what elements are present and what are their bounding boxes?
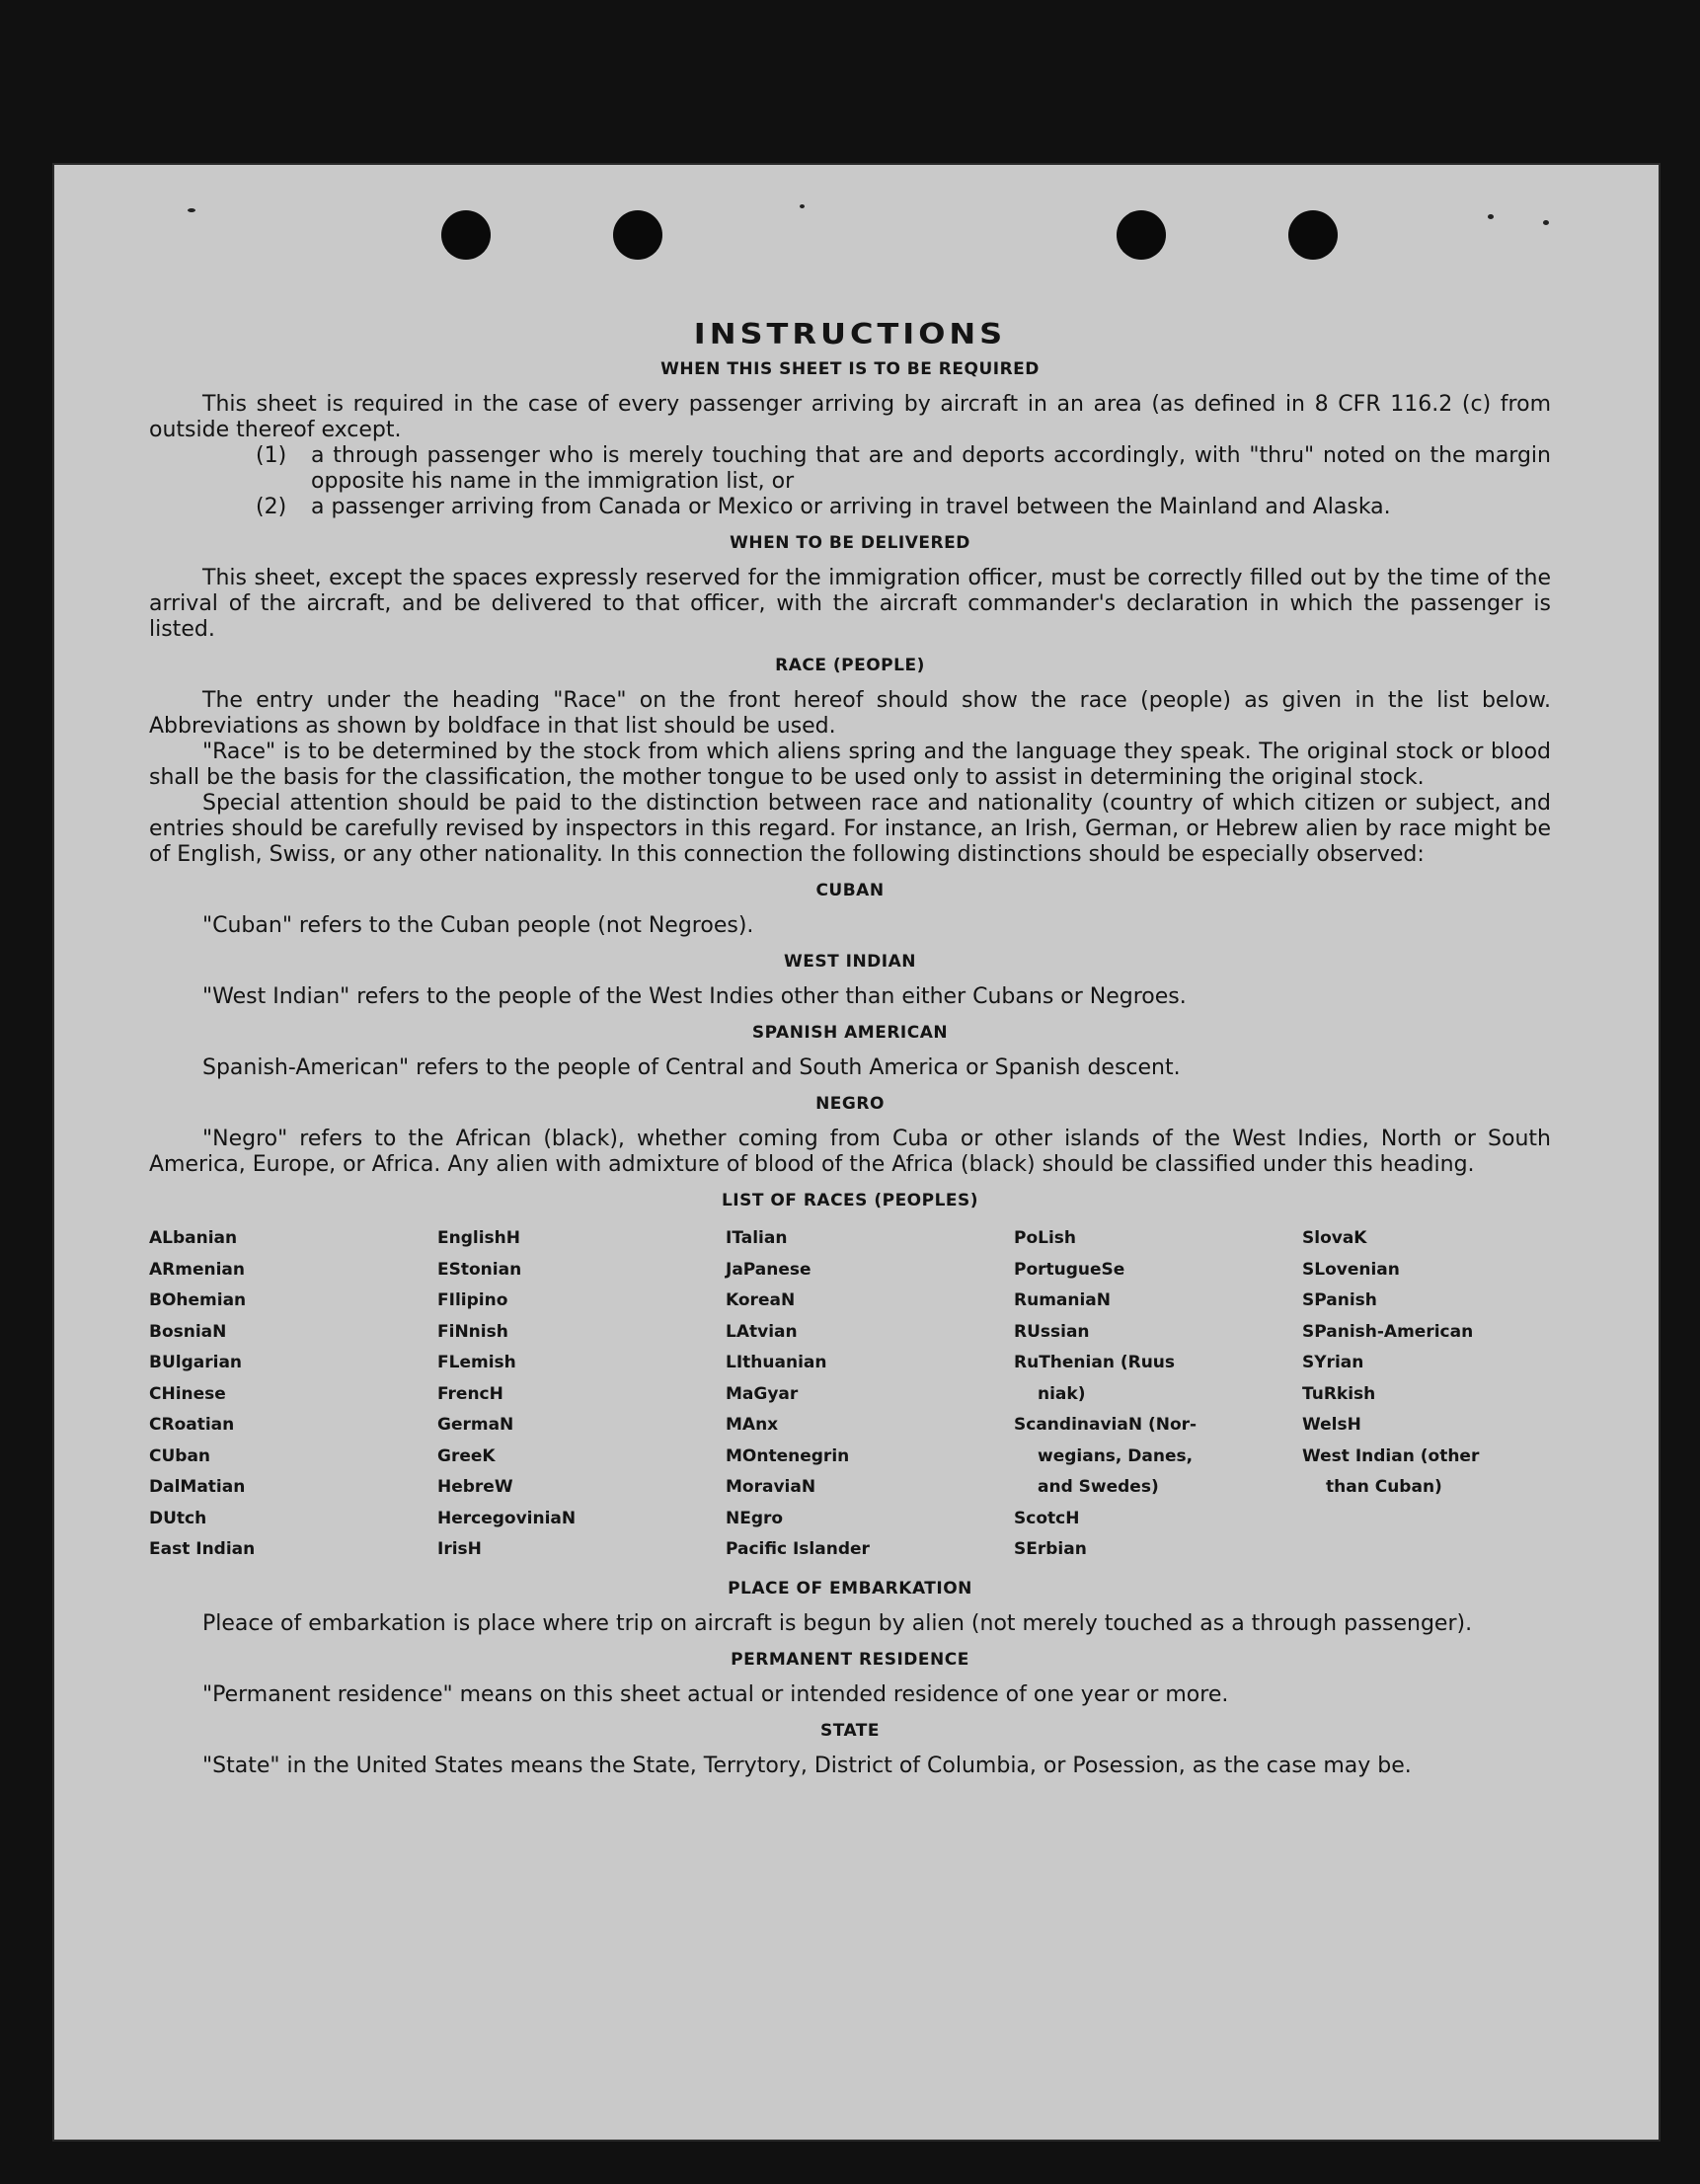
exception-number: (2) xyxy=(256,495,287,519)
race-entry: BosniaN xyxy=(149,1321,227,1342)
section-heading-spanish-american: SPANISH AMERICAN xyxy=(751,1023,949,1043)
race-entry: EnglishH xyxy=(437,1228,520,1248)
speck xyxy=(188,208,195,212)
section-heading-list-of-races: LIST OF RACES (PEOPLES) xyxy=(721,1191,979,1210)
race-entry: FIlipino xyxy=(437,1290,508,1310)
race-entry: WelsH xyxy=(1302,1415,1361,1435)
race-entry: and Swedes) xyxy=(1038,1477,1159,1497)
race-entry: SErbian xyxy=(1014,1539,1087,1559)
race-entry: GermaN xyxy=(437,1415,514,1435)
speck xyxy=(800,204,805,208)
race-entry: MoraviaN xyxy=(726,1477,816,1497)
race-entry: JaPanese xyxy=(726,1259,811,1280)
speck xyxy=(1543,220,1549,225)
race-entry: CUban xyxy=(149,1445,211,1466)
race-entry: ScotcH xyxy=(1014,1508,1080,1528)
exception-number: (1) xyxy=(256,443,287,468)
embarkation-text: Pleace of embarkation is place where trip on aircraft is begun by alien (not merely touched as a through passenger). xyxy=(202,1610,1473,1636)
spanish-american-text: Spanish-American" refers to the people of Central and South America or Spanish descent. xyxy=(202,1055,1181,1080)
race-entry: PoLish xyxy=(1014,1228,1077,1248)
punch-hole xyxy=(1288,210,1338,260)
races-list xyxy=(149,1223,1551,1566)
race-entry: ALbanian xyxy=(149,1228,238,1248)
punch-hole xyxy=(441,210,491,260)
race-entry: NEgro xyxy=(726,1508,784,1528)
race-entry: SYrian xyxy=(1302,1353,1364,1372)
section-heading-when-required: WHEN THIS SHEET IS TO BE REQUIRED xyxy=(660,359,1040,379)
page-title: INSTRUCTIONS xyxy=(693,316,1007,351)
race-entry: HebreW xyxy=(437,1477,513,1497)
section-heading-west-indian: WEST INDIAN xyxy=(784,952,916,972)
punch-hole xyxy=(1117,210,1166,260)
race-entry: MAnx xyxy=(726,1415,779,1435)
race-entry: MaGyar xyxy=(726,1383,799,1404)
race-entry: MOntenegrin xyxy=(726,1445,850,1466)
cuban-text: "Cuban" refers to the Cuban people (not Negroes). xyxy=(202,913,754,938)
races-column xyxy=(726,1223,1014,1566)
section-heading-race: RACE (PEOPLE) xyxy=(775,656,925,675)
race-entry: HercegoviniaN xyxy=(437,1508,577,1528)
section-heading-when-delivered: WHEN TO BE DELIVERED xyxy=(730,533,970,553)
races-column xyxy=(1302,1223,1551,1566)
race-entry: FLemish xyxy=(437,1353,516,1372)
race-entry: SlovaK xyxy=(1302,1228,1367,1248)
negro-text: "Negro" refers to the African (black), whether coming from Cuba or other islands of the West Indies, North or South America, Europe, or Africa. Any alien with admixture of blood of the Africa (black) should be classified under this heading. xyxy=(149,1127,1551,1177)
race-entry: wegians, Danes, xyxy=(1038,1445,1194,1466)
race-entry: DalMatian xyxy=(149,1477,246,1497)
races-column xyxy=(437,1223,726,1566)
exception-text: a through passenger who is merely touching that are and deports accordingly, with "thru" noted on the margin opposite his name in the immigration list, or xyxy=(311,443,1551,494)
race-entry: LAtvian xyxy=(726,1321,798,1342)
section-heading-embarkation: PLACE OF EMBARKATION xyxy=(728,1578,972,1599)
race-entry: BOhemian xyxy=(149,1290,247,1310)
section-heading-state: STATE xyxy=(819,1720,881,1741)
race-entry: ScandinaviaN (Nor- xyxy=(1014,1415,1198,1435)
section-heading-cuban: CUBAN xyxy=(815,881,885,900)
section-heading-permanent-residence: PERMANENT RESIDENCE xyxy=(731,1649,969,1670)
west-indian-text: "West Indian" refers to the people of the West Indies other than either Cubans or Negroes. xyxy=(202,984,1187,1009)
exception-item xyxy=(256,443,1551,495)
when-delivered-text: This sheet, except the spaces expressly reserved for the immigration officer, must be correctly filled out by the time of the arrival of the aircraft, and be delivered to that officer, with the aircraft commander's declaration in which the passenger is listed. xyxy=(149,566,1551,642)
race-paragraph: "Race" is to be determined by the stock from which aliens spring and the language they speak. The original stock or blood shall be the basis for the classification, the mother tongue to be used only to assist in determining the original stock. xyxy=(149,740,1551,790)
race-entry: RuThenian (Ruus xyxy=(1014,1353,1176,1372)
exception-text: a passenger arriving from Canada or Mexico or arriving in travel between the Mainland and Alaska. xyxy=(311,495,1391,519)
race-entry: CHinese xyxy=(149,1383,226,1404)
race-entry: CRoatian xyxy=(149,1415,235,1435)
race-entry: FrencH xyxy=(437,1383,503,1404)
race-entry: BUlgarian xyxy=(149,1353,243,1372)
race-entry: DUtch xyxy=(149,1508,207,1528)
section-heading-negro: NEGRO xyxy=(815,1094,885,1114)
race-entry: IrisH xyxy=(437,1539,482,1559)
race-paragraph: Special attention should be paid to the distinction between race and nationality (country of which citizen or subject, and entries should be carefully revised by inspectors in this regard. For instance, an Irish, German, or Hebrew alien by race might be of English, Swiss, or any other nationality. In this connection the following distinctions should be especially observed: xyxy=(149,791,1551,867)
state-text: "State" in the United States means the State, Terrytory, District of Columbia, or Posession, as the case may be. xyxy=(202,1753,1412,1778)
race-entry: RUssian xyxy=(1014,1321,1090,1342)
races-column xyxy=(149,1223,437,1566)
race-entry: East Indian xyxy=(149,1539,256,1559)
race-entry: than Cuban) xyxy=(1326,1477,1442,1497)
race-entry: West Indian (other xyxy=(1302,1445,1480,1466)
race-entry: TuRkish xyxy=(1302,1383,1376,1404)
race-entry: ARmenian xyxy=(149,1259,245,1280)
race-entry: SLovenian xyxy=(1302,1259,1400,1280)
when-required-text: This sheet is required in the case of every passenger arriving by aircraft in an area (as defined in 8 CFR 116.2 (c) from outside thereof except. xyxy=(149,392,1551,442)
race-paragraph: The entry under the heading "Race" on the front hereof should show the race (people) as given in the list below. Abbreviations as shown by boldface in that list should be used. xyxy=(149,688,1551,739)
race-entry: Pacific Islander xyxy=(726,1539,870,1559)
race-entry: KoreaN xyxy=(726,1290,796,1310)
race-entry: LIthuanian xyxy=(726,1353,827,1372)
exception-item xyxy=(256,495,1551,520)
document-sheet xyxy=(54,165,1659,2140)
races-column xyxy=(1014,1223,1302,1566)
race-entry: PortugueSe xyxy=(1014,1259,1125,1280)
race-entry: SPanish xyxy=(1302,1290,1377,1310)
race-entry: GreeK xyxy=(437,1445,496,1466)
permanent-residence-text: "Permanent residence" means on this sheet actual or intended residence of one year or more. xyxy=(202,1681,1229,1707)
race-entry: EStonian xyxy=(437,1259,522,1280)
instructions-content xyxy=(149,316,1551,1779)
race-entry: FiNnish xyxy=(437,1321,508,1342)
race-entry: niak) xyxy=(1038,1383,1086,1404)
speck xyxy=(1488,214,1494,219)
race-entry: SPanish-American xyxy=(1302,1321,1474,1342)
race-entry: RumaniaN xyxy=(1014,1290,1112,1310)
race-entry: ITalian xyxy=(726,1228,788,1248)
punch-hole xyxy=(613,210,662,260)
